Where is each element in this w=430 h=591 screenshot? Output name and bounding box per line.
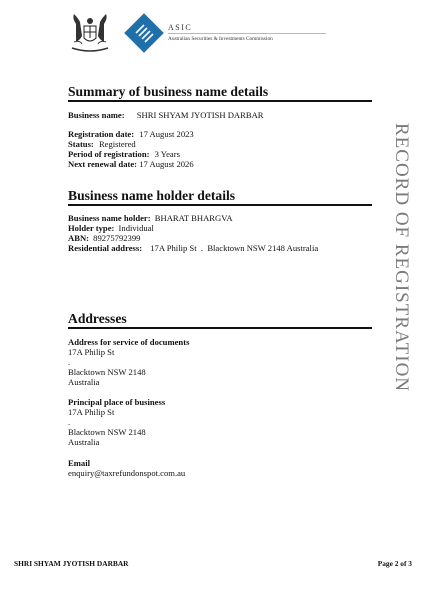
principal-place-line4: Australia [68, 437, 100, 447]
residential-address-label: Residential address: [68, 243, 143, 253]
summary-rule [68, 100, 372, 102]
residential-address-value: 17A Philip St . Blacktown NSW 2148 Australia [150, 243, 319, 253]
period-label: Period of registration: [68, 149, 150, 159]
abn-row [68, 233, 140, 243]
email-label: Email [68, 458, 90, 468]
holder-type-value: Individual [118, 223, 154, 233]
renewal-value: 17 August 2026 [139, 159, 194, 169]
registration-date-value: 17 August 2023 [139, 129, 194, 139]
holder-rule [68, 204, 372, 206]
asic-name: ASIC [168, 23, 193, 32]
addresses-title: Addresses [68, 311, 127, 326]
asic-logo-icon [124, 13, 164, 53]
footer-business-name: SHRI SHYAM JYOTISH DARBAR [14, 559, 129, 568]
registration-date-row [68, 129, 194, 139]
principal-place-line1: 17A Philip St [68, 407, 115, 417]
holder-type-row [68, 223, 154, 233]
addresses-rule [68, 327, 372, 329]
asic-divider [168, 33, 326, 34]
period-value: 3 Years [154, 149, 180, 159]
holder-type-label: Holder type: [68, 223, 115, 233]
abn-value: 89275792399 [93, 233, 141, 243]
principal-place-label: Principal place of business [68, 397, 166, 407]
service-address-line2: . [68, 357, 71, 367]
period-row [68, 149, 180, 159]
record-of-registration-text: RECORD OF REGISTRATION [391, 123, 412, 393]
summary-title: Summary of business name details [68, 84, 269, 99]
holder-name-row [68, 213, 233, 223]
business-name-row [68, 110, 264, 120]
business-name-value: SHRI SHYAM JYOTISH DARBAR [136, 110, 264, 120]
holder-name-value: BHARAT BHARGVA [154, 213, 233, 223]
footer-page-number: Page 2 of 3 [377, 559, 412, 568]
registration-date-label: Registration date: [68, 129, 135, 139]
residential-address-row [68, 243, 318, 253]
service-address-line3: Blacktown NSW 2148 [68, 367, 146, 377]
service-address-line4: Australia [68, 377, 100, 387]
status-value: Registered [98, 139, 136, 149]
status-label: Status: [68, 139, 94, 149]
holder-title: Business name holder details [68, 188, 236, 203]
renewal-row [68, 159, 194, 169]
status-row [68, 139, 136, 149]
holder-name-label: Business name holder: [68, 213, 151, 223]
service-address-label: Address for service of documents [68, 337, 190, 347]
principal-place-line2: . [68, 417, 71, 427]
email-value: enquiry@taxrefundonspot.com.au [68, 468, 186, 478]
renewal-label: Next renewal date: [68, 159, 138, 169]
asic-subtitle: Australian Securities & Investments Commission [168, 36, 273, 42]
principal-place-line3: Blacktown NSW 2148 [68, 427, 146, 437]
service-address-line1: 17A Philip St [68, 347, 115, 357]
business-name-label: Business name: [68, 110, 125, 120]
abn-label: ABN: [68, 233, 90, 243]
coat-of-arms-icon [66, 12, 114, 56]
